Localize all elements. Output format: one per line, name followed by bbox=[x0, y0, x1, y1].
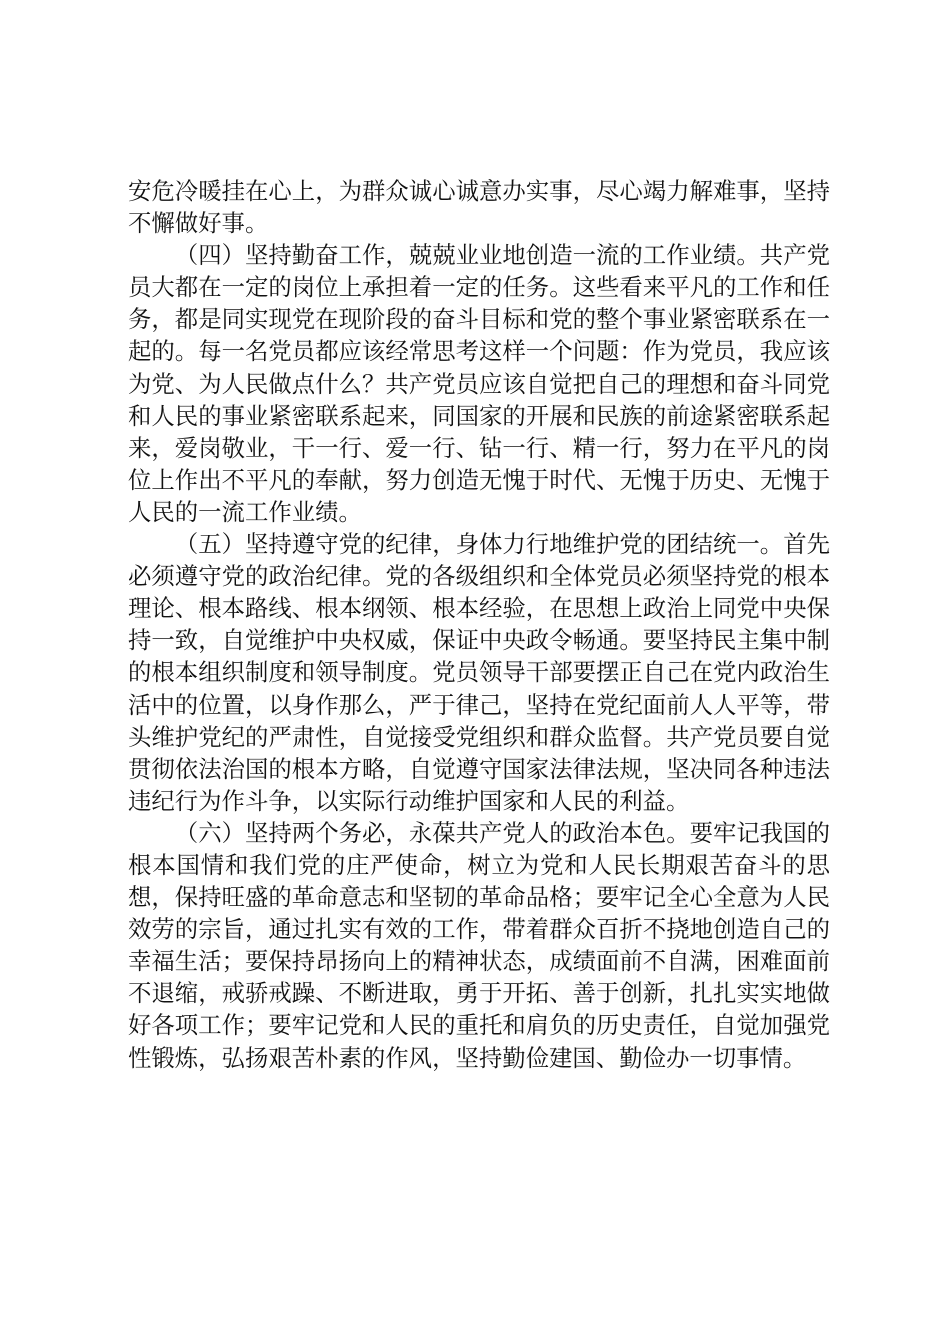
document-body bbox=[128, 175, 830, 1074]
paragraph-section-5: （五）坚持遵守党的纪律，身体力行地维护党的团结统一。首先必须遵守党的政治纪律。党的各级组织和全体党员必须坚持党的根本理论、根本路线、根本纲领、根本经验，在思想上政治上同党中央保持一致，自觉维护中央权威，保证中央政令畅通。要坚持民主集中制的根本组织制度和领导制度。党员领导干部要摆正自己在党内政治生活中的位置，以身作那么，严于律己，坚持在党纪面前人人平等，带头维护党纪的严肃性，自觉接受党组织和群众监督。共产党员要自觉贯彻依法治国的根本方略，自觉遵守国家法律法规，坚决同各种违法违纪行为作斗争，以实际行动维护国家和人民的利益。 bbox=[128, 530, 830, 815]
paragraph-section-4: （四）坚持勤奋工作，兢兢业业地创造一流的工作业绩。共产党员大都在一定的岗位上承担着一定的任务。这些看来平凡的工作和任务，都是同实现党在现阶段的奋斗目标和党的整个事业紧密联系在一起的。每一名党员都应该经常思考这样一个问题：作为党员，我应该为党、为人民做点什么？共产党员应该自觉把自己的理想和奋斗同党和人民的事业紧密联系起来，同国家的开展和民族的前途紧密联系起来，爱岗敬业，干一行、爱一行、钻一行、精一行，努力在平凡的岗位上作出不平凡的奉献，努力创造无愧于时代、无愧于历史、无愧于人民的一流工作业绩。 bbox=[128, 241, 830, 526]
paragraph-continuation: 安危冷暖挂在心上，为群众诚心诚意办实事，尽心竭力解难事，坚持不懈做好事。 bbox=[128, 177, 830, 238]
paragraph-section-6: （六）坚持两个务必，永葆共产党人的政治本色。要牢记我国的根本国情和我们党的庄严使命，树立为党和人民长期艰苦奋斗的思想，保持旺盛的革命意志和坚韧的革命品格；要牢记全心全意为人民效劳的宗旨，通过扎实有效的工作，带着群众百折不挠地创造自己的幸福生活；要保持昂扬向上的精神状态，成绩面前不自满，困难面前不退缩，戒骄戒躁、不断进取，勇于开拓、善于创新，扎扎实实地做好各项工作；要牢记党和人民的重托和肩负的历史责任，自觉加强党性锻炼，弘扬艰苦朴素的作风，坚持勤俭建国、勤俭办一切事情。 bbox=[128, 818, 830, 1072]
